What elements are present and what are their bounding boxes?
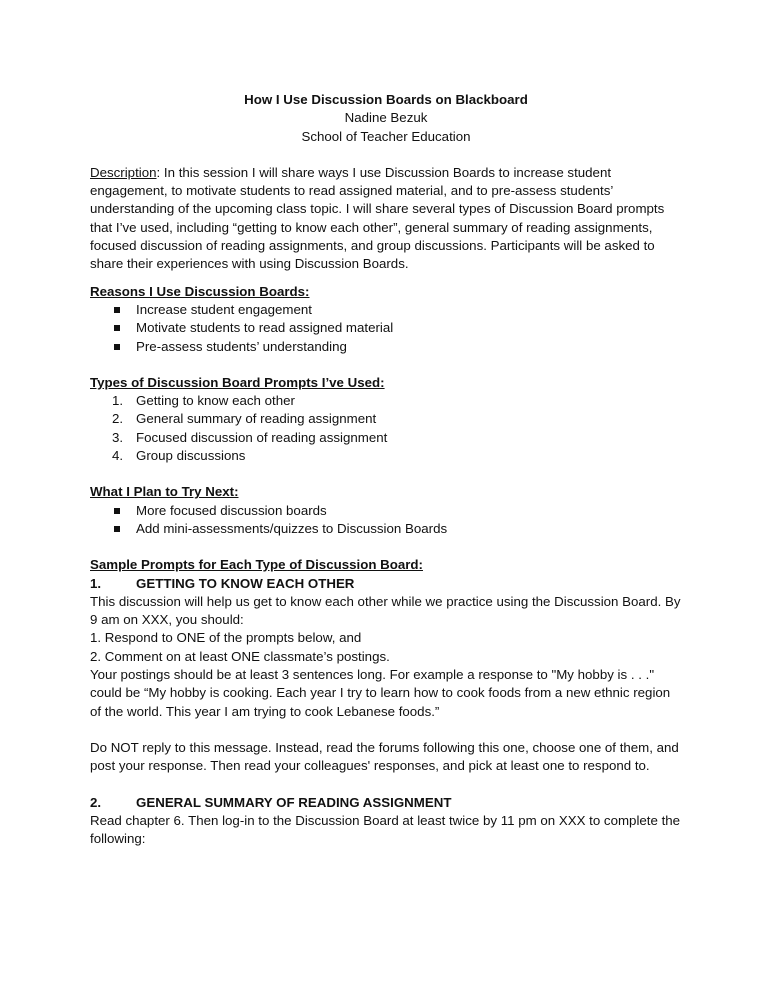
list-number: 2. xyxy=(112,411,124,427)
types-list xyxy=(90,392,682,465)
list-item xyxy=(90,392,682,410)
reasons-heading: Reasons I Use Discussion Boards: xyxy=(90,283,310,299)
list-item: Pre-assess students’ understanding xyxy=(90,338,682,356)
plan-list xyxy=(90,502,682,539)
description-paragraph xyxy=(90,164,682,274)
list-item xyxy=(90,410,682,428)
reasons-list xyxy=(90,301,682,356)
sample-1-note: Do NOT reply to this message. Instead, read the forums following this one, choose one of them, and post your response. Then read your colleagues' responses, and pick at least one to respond to. xyxy=(90,739,679,774)
list-text: Group discussions xyxy=(136,448,246,464)
sample-1-number: 1. xyxy=(90,575,102,591)
sample-1-line: 1. Respond to ONE of the prompts below, and xyxy=(90,630,362,646)
sample-1-heading xyxy=(90,575,682,593)
document-title: How I Use Discussion Boards on Blackboard xyxy=(244,92,528,107)
description-label: Description xyxy=(90,164,157,180)
list-item: More focused discussion boards xyxy=(90,502,682,520)
list-text: General summary of reading assignment xyxy=(136,411,377,427)
sample-1-title: GETTING TO KNOW EACH OTHER xyxy=(136,575,355,591)
list-number: 3. xyxy=(112,429,124,445)
sample-1-line: 2. Comment on at least ONE classmate’s postings. xyxy=(90,648,390,664)
list-item: Add mini-assessments/quizzes to Discussion Boards xyxy=(90,520,682,538)
sample-1-line: This discussion will help us get to know each other while we practice using the Discussion Board. By 9 am on XXX, you should: xyxy=(90,593,681,628)
list-item xyxy=(90,447,682,465)
school-name: School of Teacher Education xyxy=(301,128,471,144)
list-item xyxy=(90,429,682,447)
list-item: Increase student engagement xyxy=(90,301,682,319)
list-item: Motivate students to read assigned material xyxy=(90,319,682,337)
sample-2-title: GENERAL SUMMARY OF READING ASSIGNMENT xyxy=(136,794,452,810)
list-number: 1. xyxy=(112,393,124,409)
samples-heading: Sample Prompts for Each Type of Discussion Board: xyxy=(90,557,423,573)
sample-2-heading xyxy=(90,794,682,812)
description-text: : In this session I will share ways I use Discussion Boards to increase student engagement, to motivate students to read assigned material, and to pre-assess students’ understanding of the upcoming class topic. I will share several types of Discussion Board prompts that I’ve used, including “getting to know each other”, general summary of reading assignments, focused discussion of reading assignments, and group discussions. Participants will be asked to share their experiences with using Discussion Boards. xyxy=(90,164,665,272)
list-number: 4. xyxy=(112,448,124,464)
sample-2-text: Read chapter 6. Then log-in to the Discussion Board at least twice by 11 pm on XXX to complete the following: xyxy=(90,812,681,847)
document-page xyxy=(90,91,682,848)
author-name: Nadine Bezuk xyxy=(344,110,428,126)
list-text: Getting to know each other xyxy=(136,393,295,409)
list-text: Focused discussion of reading assignment xyxy=(136,429,388,445)
plan-heading: What I Plan to Try Next: xyxy=(90,484,239,500)
sample-1-line: Your postings should be at least 3 sentences long. For example a response to "My hobby is . . ." could be “My hobby is cooking. Each year I try to learn how to cook foods from a new ethnic region of the world. This year I am trying to cook Lebanese foods.” xyxy=(90,667,671,719)
sample-2-number: 2. xyxy=(90,794,102,810)
types-heading: Types of Discussion Board Prompts I’ve Used: xyxy=(90,374,385,390)
